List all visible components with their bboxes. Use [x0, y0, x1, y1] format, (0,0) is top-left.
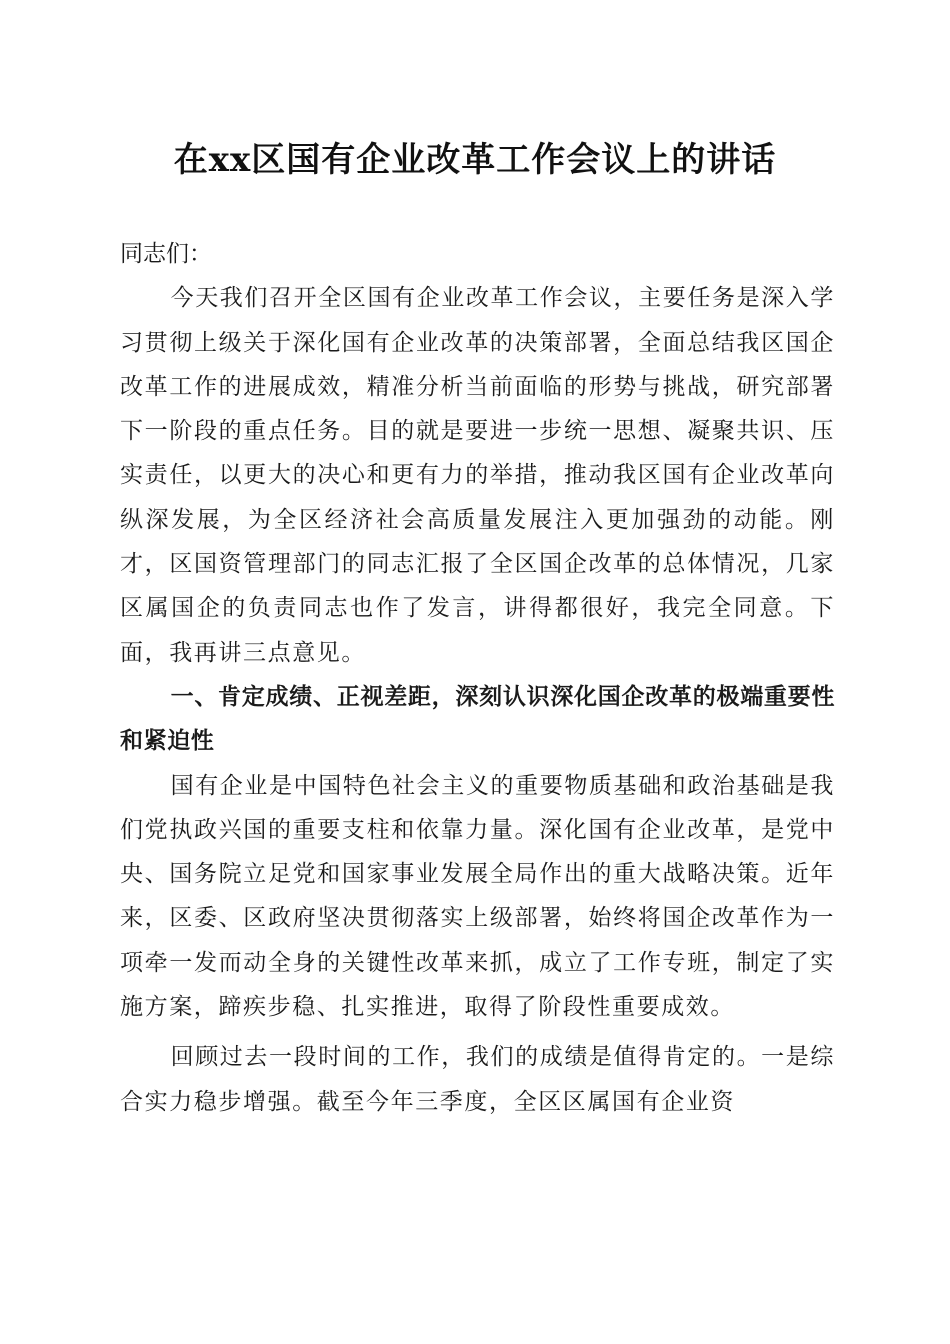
document-body [120, 232, 835, 1124]
intro-paragraph: 今天我们召开全区国有企业改革工作会议，主要任务是深入学习贯彻上级关于深化国有企业改革的决策部署，全面总结我区国企改革工作的进展成效，精准分析当前面临的形势与挑战，研究部署下一阶段的重点任务。目的就是要进一步统一思想、凝聚共识、压实责任，以更大的决心和更有力的举措，推动我区国有企业改革向纵深发展，为全区经济社会高质量发展注入更加强劲的动能。刚才，区国资管理部门的同志汇报了全区国企改革的总体情况，几家区属国企的负责同志也作了发言，讲得都很好，我完全同意。下面，我再讲三点意见。 [120, 285, 835, 666]
section-heading-1: 一、肯定成绩、正视差距，深刻认识深化国企改革的极端重要性和紧迫性 [120, 683, 835, 755]
document-title: 在xx区国有企业改革工作会议上的讲话 [173, 140, 777, 180]
section-paragraph-1: 国有企业是中国特色社会主义的重要物质基础和政治基础是我们党执政兴国的重要支柱和依靠力量。深化国有企业改革，是党中央、国务院立足党和国家事业发展全局作出的重大战略决策。近年来，区委、区政府坚决贯彻落实上级部署，始终将国企改革作为一项牵一发而动全身的关键性改革来抓，成立了工作专班，制定了实施方案，蹄疾步稳、扎实推进，取得了阶段性重要成效。 [120, 772, 835, 1021]
salutation: 同志们： [120, 241, 212, 267]
section-paragraph-2: 回顾过去一段时间的工作，我们的成绩是值得肯定的。一是综合实力稳步增强。截至今年三季度，全区区属国有企业资 [120, 1044, 835, 1115]
